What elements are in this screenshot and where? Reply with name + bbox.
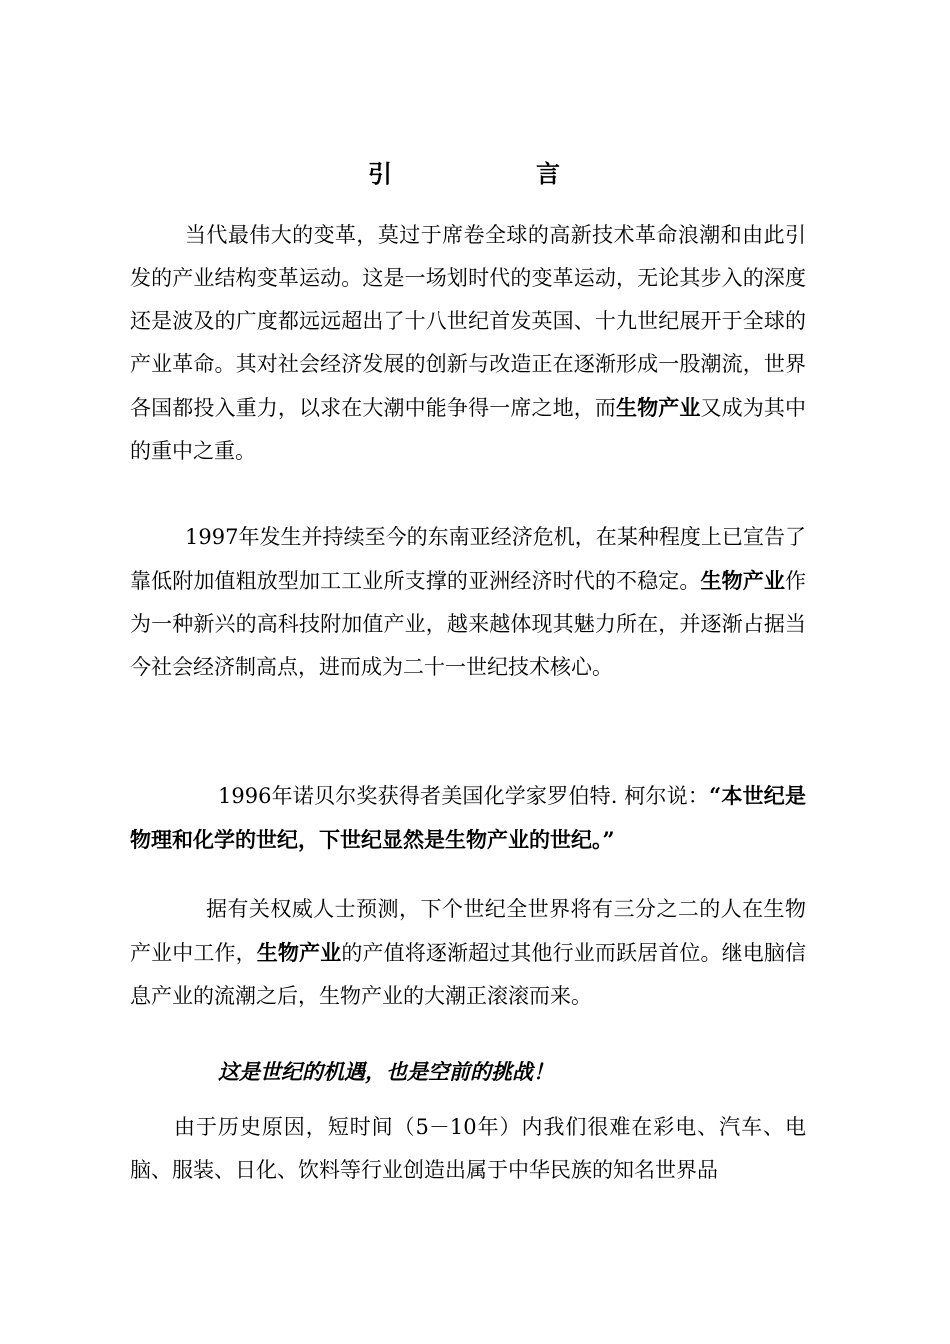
paragraph-4-text-a: 据有关权威人士预测，下个世纪全世界将有三分之二的人在生物产业中工作，	[130, 897, 806, 965]
paragraph-1	[130, 214, 806, 473]
paragraph-3-quote: “本世纪是物理和化学的世纪，下世纪显然是生物产业的世纪。”	[130, 783, 806, 852]
paragraph-2-text-a: 1997年发生并持续至今的东南亚经济危机，在某种程度上已宣告了靠低附加值粗放型加工工业所支撑的亚洲经济时代的不稳定。	[130, 525, 806, 593]
paragraph-2-bold-term: 生物产业	[700, 568, 786, 593]
paragraph-4-text-c: 的产值将逐渐超过其他行业而跃居首位。继电脑信息产业的流潮之后，生物产业的大潮正滚滚而来。	[130, 941, 807, 1008]
paragraph-6: 由于历史原因，短时间（5－10年）内我们很难在彩电、汽车、电脑、服装、日化、饮料等行业创造出属于中华民族的知名世界品	[130, 1115, 806, 1182]
paragraph-1-text-a: 当代最伟大的变革，莫过于席卷全球的高新技术革命浪潮和由此引发的产业结构变革运动。这是一场划时代的变革运动，无论其步入的深度还是波及的广度都远远超出了十八世纪首发英国、十九世纪展开于全球的产业革命。其对社会经济发展的创新与改造正在逐渐形成一股潮流，世界各国都投入重力，以求在大潮中能争得一席之地，而	[130, 223, 806, 420]
paragraph-1-bold-term: 生物产业	[615, 395, 701, 420]
paragraph-4-bold-term: 生物产业	[256, 940, 342, 965]
paragraph-2	[130, 516, 806, 689]
paragraph-5-emphasis: 这是世纪的机遇，也是空前的挑战！	[218, 1059, 554, 1084]
paragraph-3-text-a: 1996年诺贝尔奖获得者美国化学家罗伯特. 柯尔说：	[218, 784, 710, 808]
paragraph-2-text-c: 作为一种新兴的高科技附加值产业，越来越体现其魅力所在，并逐渐占据当今社会经济制高点，进而成为二十一世纪技术核心。	[130, 569, 807, 679]
paragraph-4	[130, 888, 806, 1018]
paragraph-1-text-c: 又成为其中的重中之重。	[130, 396, 807, 463]
page-title: 引 言	[368, 159, 620, 188]
paragraph-3	[130, 774, 806, 862]
